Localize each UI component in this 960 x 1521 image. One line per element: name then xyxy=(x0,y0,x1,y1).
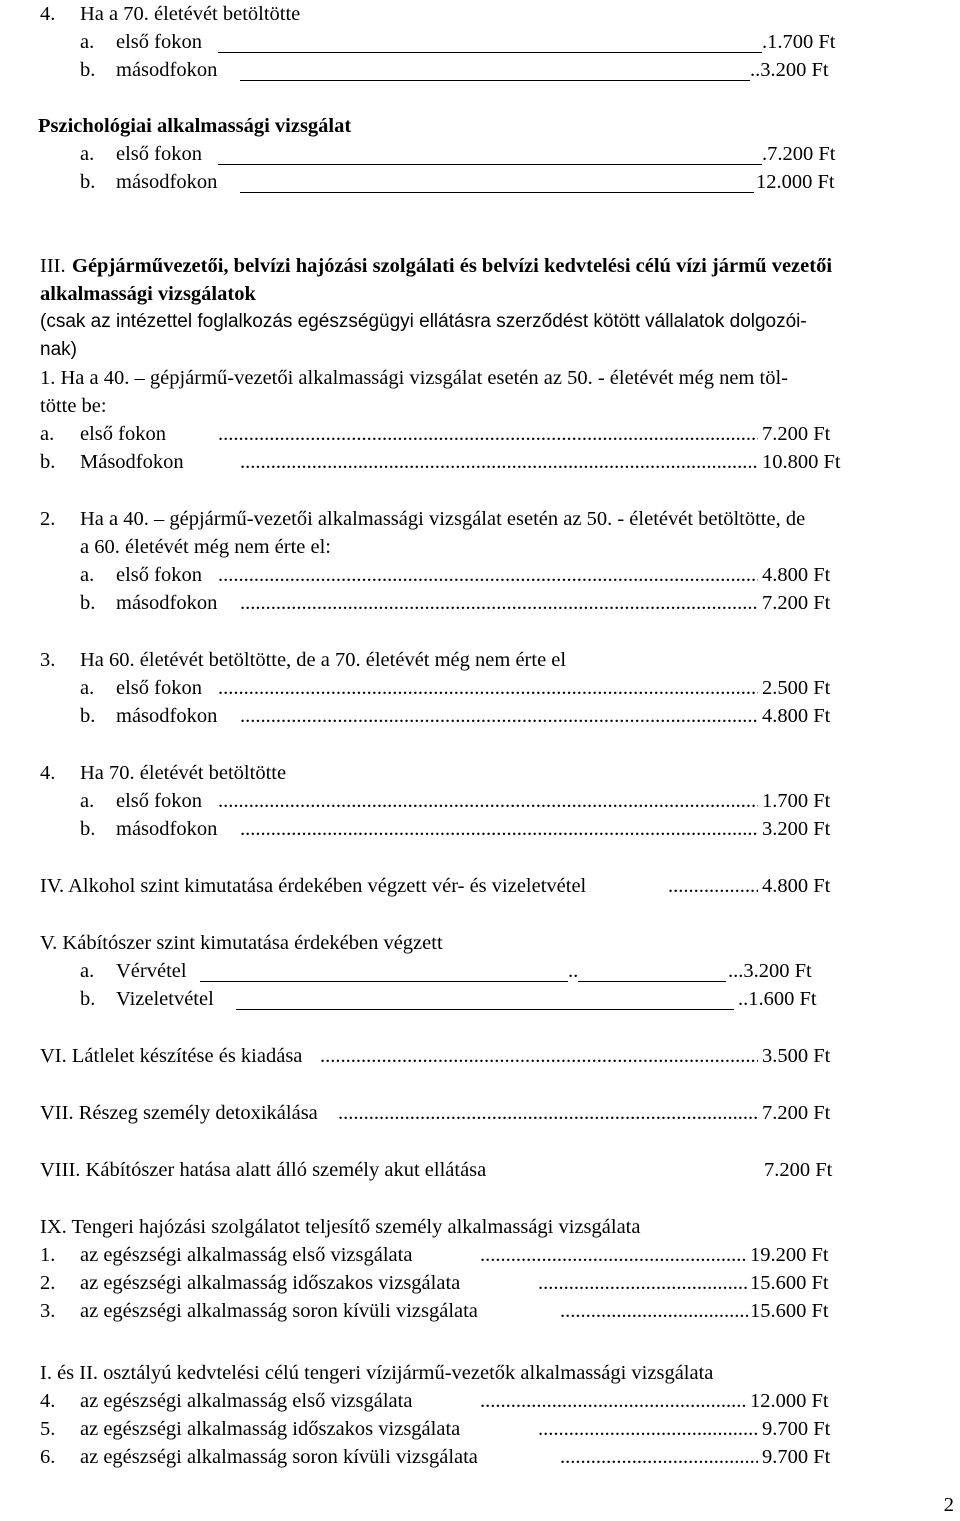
item-price: 12.000 Ft xyxy=(756,171,835,193)
item-text: első fokon xyxy=(116,31,202,53)
leader-rule xyxy=(218,144,762,165)
leader-dots xyxy=(480,1241,748,1269)
item-text: első fokon xyxy=(116,790,202,812)
item-label: b. xyxy=(80,59,96,81)
item-label: a. xyxy=(80,143,95,165)
item-price: 7.200 Ft xyxy=(762,423,831,445)
item-price: 9.700 Ft xyxy=(762,1446,831,1468)
item-label: a. xyxy=(80,677,95,699)
item-text: az egészségi alkalmasság időszakos vizsgálata xyxy=(80,1418,461,1440)
leader-dots xyxy=(560,1443,758,1471)
leader-rule xyxy=(240,172,754,193)
section-iii-title-line1: Gépjárművezetői, belvízi hajózási szolgálati és belvízi kedvtelési célú vízi jármű vezetői xyxy=(72,255,833,277)
item-price: 2.500 Ft xyxy=(762,677,831,699)
group-1-line1: 1. Ha a 40. – gépjármű-vezetői alkalmassági vizsgálat esetén az 50. - életévét még nem töl- xyxy=(40,367,788,389)
item-label: a. xyxy=(80,790,95,812)
section-v-title: V. Kábítószer szint kimutatása érdekében végzett xyxy=(40,932,443,954)
item-label: a. xyxy=(80,31,95,53)
leader-dots xyxy=(218,561,758,589)
group-line1: Ha 60. életévét betöltötte, de a 70. életévét még nem érte el xyxy=(80,649,567,671)
section-vi-price: 3.500 Ft xyxy=(762,1045,831,1067)
leader-dots xyxy=(240,815,758,843)
group-number: 3. xyxy=(40,649,56,671)
section-vii-text: VII. Részeg személy detoxikálása xyxy=(40,1102,318,1124)
item-number: 3. xyxy=(40,1300,56,1322)
leader-dots xyxy=(218,674,758,702)
item-price: 9.700 Ft xyxy=(762,1418,831,1440)
item-price: 12.000 Ft xyxy=(750,1390,829,1412)
leader-dots xyxy=(218,420,758,448)
leader-rule xyxy=(200,961,568,982)
item-label: a. xyxy=(40,423,55,445)
item-text: az egészségi alkalmasság első vizsgálata xyxy=(80,1244,413,1266)
item-text: másodfokon xyxy=(116,705,218,727)
item-price: 19.200 Ft xyxy=(750,1244,829,1266)
item-price: 7.200 Ft xyxy=(762,592,831,614)
item-text: az egészségi alkalmasság soron kívüli vizsgálata xyxy=(80,1446,478,1468)
item-label: b. xyxy=(40,451,56,473)
item-text: másodfokon xyxy=(116,59,218,81)
leader-dots xyxy=(218,787,758,815)
section-iii-note-line1: (csak az intézettel foglalkozás egészségügyi ellátásra szerződést kötött vállalatok dolgozói- xyxy=(40,311,807,332)
item-text: Vizeletvétel xyxy=(116,988,214,1010)
leader-rule xyxy=(236,989,734,1010)
leader-dots xyxy=(240,448,758,476)
item-label: b. xyxy=(80,592,96,614)
group-line1: Ha 70. életévét betöltötte xyxy=(80,762,287,784)
section-iii-title-line2: alkalmassági vizsgálatok xyxy=(40,283,256,305)
section-iv-price: 4.800 Ft xyxy=(762,875,831,897)
top-heading-number: 4. xyxy=(40,3,56,25)
item-price: 10.800 Ft xyxy=(762,451,841,473)
item-price: ..3.200 Ft xyxy=(750,59,829,81)
leader-rule xyxy=(578,961,726,982)
item-price: 15.600 Ft xyxy=(750,1300,829,1322)
item-label: b. xyxy=(80,818,96,840)
section-vi-text: VI. Látlelet készítése és kiadása xyxy=(40,1045,303,1067)
item-number: 5. xyxy=(40,1418,56,1440)
section-ix-title: IX. Tengeri hajózási szolgálatot teljesítő személy alkalmassági vizsgálata xyxy=(40,1216,641,1238)
item-text: első fokon xyxy=(116,677,202,699)
leader-dots xyxy=(560,1297,748,1325)
group-1-line2: tötte be: xyxy=(40,395,107,417)
section-viii-price: 7.200 Ft xyxy=(764,1159,833,1181)
item-text: másodfokon xyxy=(116,171,218,193)
leader-rule xyxy=(218,32,762,53)
group-2-line2: a 60. életévét még nem érte el: xyxy=(80,536,332,558)
item-text: első fokon xyxy=(116,143,202,165)
leader-dots xyxy=(480,1387,748,1415)
group-number: 2. xyxy=(40,508,56,530)
leader-dots xyxy=(240,589,758,617)
item-text: másodfokon xyxy=(116,818,218,840)
leader-dots xyxy=(338,1099,758,1127)
item-price: 15.600 Ft xyxy=(750,1272,829,1294)
section-boats-title: I. és II. osztályú kedvtelési célú tengeri vízijármű-vezetők alkalmassági vizsgálata xyxy=(40,1362,714,1384)
section-viii-text: VIII. Kábítószer hatása alatt álló személy akut ellátása xyxy=(40,1159,487,1181)
item-price: ..1.600 Ft xyxy=(738,988,817,1010)
item-number: 2. xyxy=(40,1272,56,1294)
item-price: 1.700 Ft xyxy=(762,790,831,812)
section-iii-note-line2: nak) xyxy=(40,339,77,360)
item-label: b. xyxy=(80,171,96,193)
item-label: a. xyxy=(80,960,95,982)
item-price: .7.200 Ft xyxy=(762,143,836,165)
leader-dots xyxy=(668,872,758,900)
leader-dots xyxy=(320,1042,758,1070)
item-number: 1. xyxy=(40,1244,56,1266)
item-text: az egészségi alkalmasság soron kívüli vizsgálata xyxy=(80,1300,478,1322)
item-number: 6. xyxy=(40,1446,56,1468)
item-number: 4. xyxy=(40,1390,56,1412)
item-label: b. xyxy=(80,988,96,1010)
item-price: .1.700 Ft xyxy=(762,31,836,53)
group-line1: Ha a 40. – gépjármű-vezetői alkalmassági vizsgálat esetén az 50. - életévét betöltötte, de xyxy=(80,508,806,530)
item-text: másodfokon xyxy=(116,592,218,614)
item-text: Másodfokon xyxy=(80,451,184,473)
item-text: első fokon xyxy=(116,564,202,586)
item-text: Vérvétel xyxy=(116,960,187,982)
item-text: az egészségi alkalmasság első vizsgálata xyxy=(80,1390,413,1412)
page-number: 2 xyxy=(943,1494,954,1516)
psych-title: Pszichológiai alkalmassági vizsgálat xyxy=(38,115,352,137)
leader-dots xyxy=(538,1415,758,1443)
section-iv-text: IV. Alkohol szint kimutatása érdekében végzett vér- és vizeletvétel xyxy=(40,875,587,897)
item-text: első fokon xyxy=(80,423,166,445)
item-label: a. xyxy=(80,564,95,586)
item-text: az egészségi alkalmasság időszakos vizsgálata xyxy=(80,1272,461,1294)
item-price: ...3.200 Ft xyxy=(728,960,812,982)
item-label: b. xyxy=(80,705,96,727)
section-vii-price: 7.200 Ft xyxy=(762,1102,831,1124)
group-number: 4. xyxy=(40,762,56,784)
leader-dots xyxy=(240,702,758,730)
top-heading-text: Ha a 70. életévét betöltötte xyxy=(80,3,301,25)
leader-rule xyxy=(240,60,750,81)
item-price: 3.200 Ft xyxy=(762,818,831,840)
item-mid: .. xyxy=(568,960,579,982)
roman-numeral: III. xyxy=(40,255,66,277)
item-price: 4.800 Ft xyxy=(762,564,831,586)
leader-dots xyxy=(538,1269,748,1297)
item-price: 4.800 Ft xyxy=(762,705,831,727)
